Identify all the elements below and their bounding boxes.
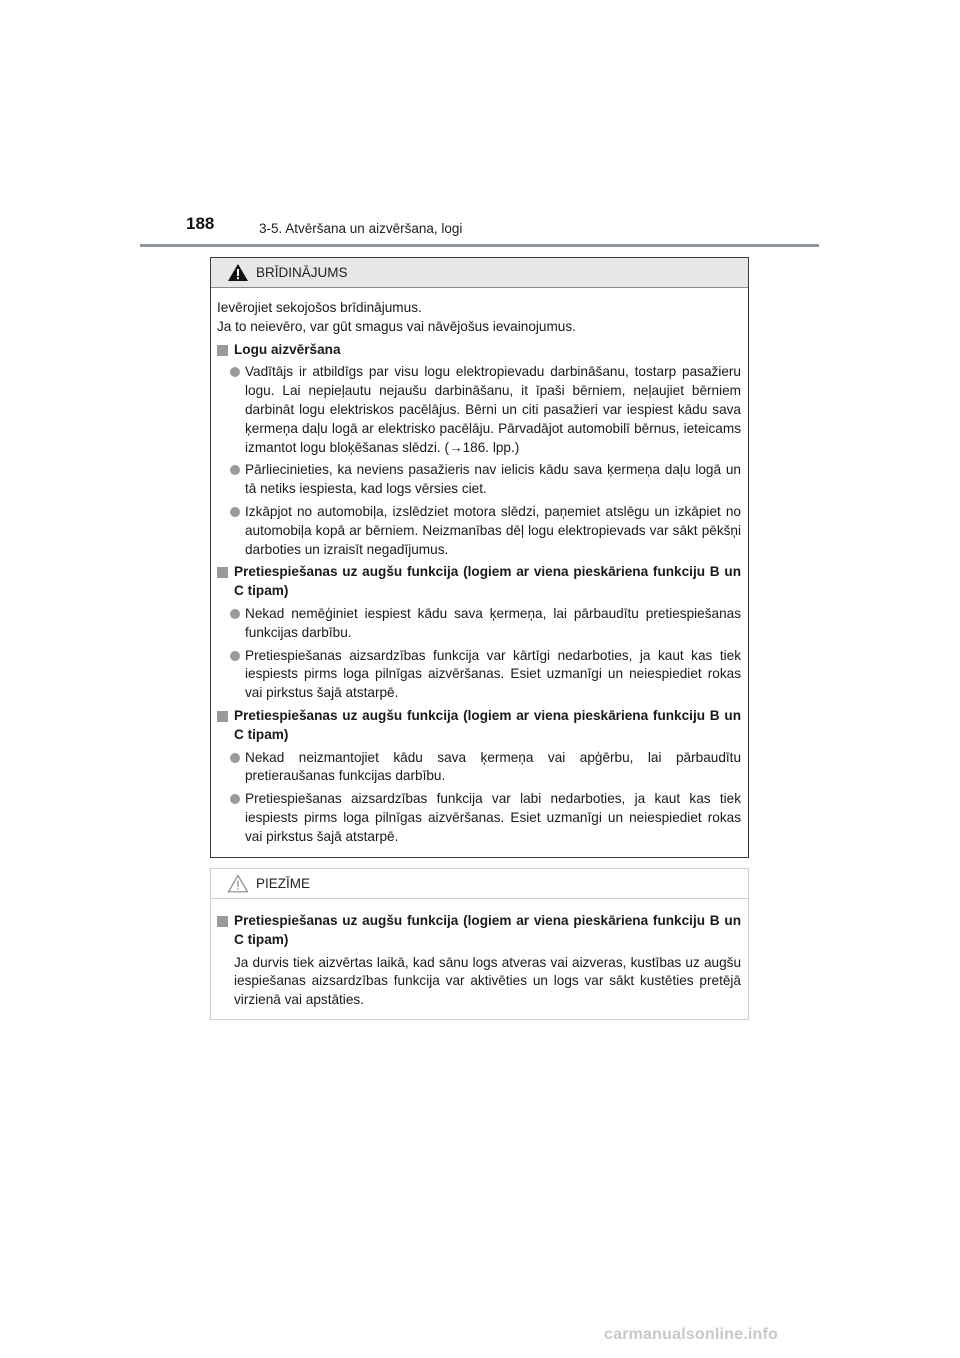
note-title: PIEZĪME [256,876,311,891]
square-bullet-icon [217,711,228,722]
section-title: 3-5. Atvēršana un aizvēršana, logi [259,221,463,236]
note-box [210,868,749,1020]
warning-intro [217,299,741,337]
header-rule [140,244,819,247]
section-heading: Logu aizvēršana [217,341,741,360]
intro-line: Ja to neievēro, var gūt smagus vai nāvējošus ievainojumus. [217,318,576,334]
list-item: Pārliecinieties, ka neviens pasažieris nav ielicis kādu sava ķermeņa daļu logā un tā netiks iespiesta, kad logs vērsies ciet. [217,461,741,499]
note-header [211,869,748,899]
warning-triangle-icon [227,263,249,282]
round-bullet-icon [230,609,240,619]
round-bullet-icon [230,794,240,804]
round-bullet-icon [230,507,240,517]
section-heading: Pretiespiešanas uz augšu funkcija (logiem ar viena pieskāriena funkciju B un C tipam) [217,563,741,601]
warning-header [211,258,748,288]
list-item: Pretiespiešanas aizsardzības funkcija var labi nedarboties, ja kaut kas tiek iespiests pirms loga pilnīgas aizvēršanas. Esiet uzmanīgi un neiespiediet rokas vai pirkstus šajā atstarpē. [217,790,741,846]
list-item: Izkāpjot no automobiļa, izslēdziet motora slēdzi, paņemiet atslēgu un izkāpiet no automobiļa kopā ar bērniem. Neizmanības dēļ logu elektropievads var sākt pēkšņi darboties un izraisīt negadījumus. [217,503,741,559]
warning-section [217,341,741,560]
list-item: Vadītājs ir atbildīgs par visu logu elektropievadu darbināšanu, tostarp pasažieru logu. Lai nepieļautu nejaušu darbināšanu, it īpaši bērniem, neļaujiet bērniem darbināt logu elektriskos pacēlājus. Bērni un citi pasažieri var iespiest kādu sava ķermeņa daļu logā ar elektrisko pacēlāju. Pārvadājot automobilī bērnus, ieteicams izmantot logu bloķēšanas slēdzi. (→186. lpp.) [217,363,741,457]
warning-box [210,257,749,858]
intro-line: Ievērojiet sekojošos brīdinājumus. [217,300,422,315]
note-text: Ja durvis tiek aizvērtas laikā, kad sānu logs atveras vai aizveras, kustības uz augšu iespiešanas aizsardzības funkcija var aktivēties un logs var sākt kustēties pretējā virzienā vai apstāties. [234,954,741,1008]
notice-triangle-icon [227,874,249,893]
warning-section [217,707,741,847]
warning-body [211,288,748,847]
warning-title: BRĪDINĀJUMS [256,265,348,280]
square-bullet-icon [217,916,228,927]
page-number: 188 [186,214,215,233]
note-body [211,899,748,1010]
square-bullet-icon [217,345,228,356]
section-heading: Pretiespiešanas uz augšu funkcija (logiem ar viena pieskāriena funkciju B un C tipam) [217,912,741,950]
round-bullet-icon [230,753,240,763]
list-item: Nekad nemēģiniet iespiest kādu sava ķermeņa, lai pārbaudītu pretiespiešanas funkcijas darbību. [217,605,741,643]
list-item: Nekad neizmantojiet kādu sava ķermeņa vai apģērbu, lai pārbaudītu pretieraušanas funkcijas darbību. [217,749,741,787]
round-bullet-icon [230,465,240,475]
round-bullet-icon [230,367,240,377]
section-heading: Pretiespiešanas uz augšu funkcija (logiem ar viena pieskāriena funkciju B un C tipam) [217,707,741,745]
round-bullet-icon [230,651,240,661]
watermark: carmanualsonline.info [604,1326,779,1343]
warning-section [217,563,741,703]
list-item: Pretiespiešanas aizsardzības funkcija var kārtīgi nedarboties, ja kaut kas tiek iespiests pirms loga pilnīgas aizvēršanas. Esiet uzmanīgi un neiespiediet rokas vai pirkstus šajā atstarpē. [217,647,741,703]
square-bullet-icon [217,567,228,578]
